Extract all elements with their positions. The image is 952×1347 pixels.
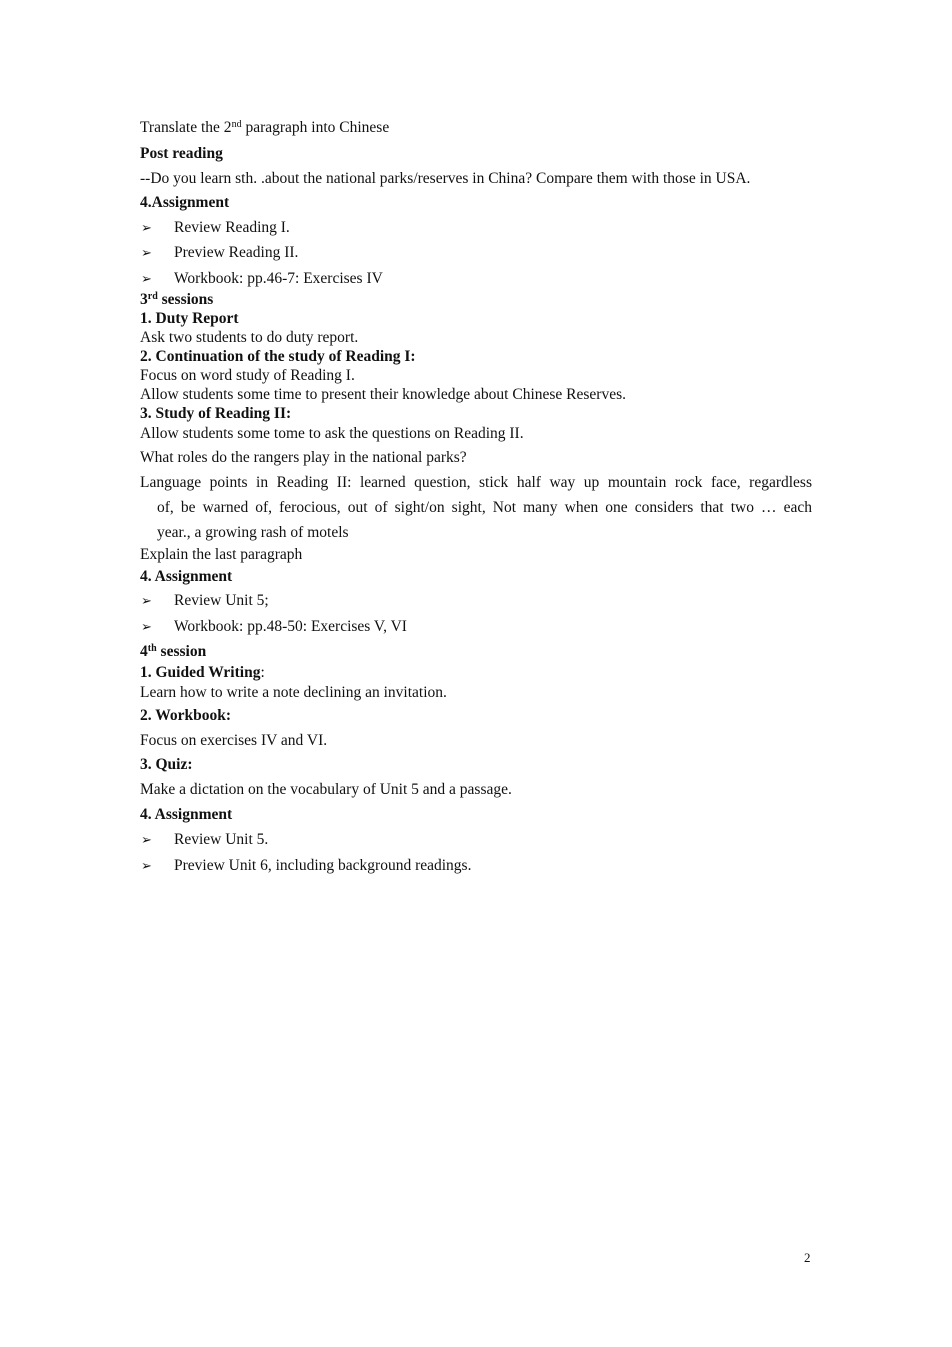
bullet-arrow-icon: ➢ <box>141 220 152 235</box>
session-4-heading: 4th session <box>140 643 207 660</box>
list-item: ➢ Workbook: pp.48-50: Exercises V, VI <box>141 618 407 635</box>
guided-writing-text: Learn how to write a note declining an invitation. <box>140 684 447 701</box>
bullet-arrow-icon: ➢ <box>141 593 152 608</box>
allow-present-text: Allow students some time to present their knowledge about Chinese Reserves. <box>140 386 627 403</box>
assignment-heading-2: 4. Assignment <box>140 568 233 585</box>
language-points-line-1: Language points in Reading II: learned question, stick half way up mountain rock face, regardless <box>140 474 812 491</box>
workbook-heading: 2. Workbook: <box>140 707 232 724</box>
duty-report-heading: 1. Duty Report <box>140 310 239 327</box>
rangers-question: What roles do the rangers play in the national parks? <box>140 449 467 466</box>
guided-writing-heading: 1. Guided Writing: <box>140 664 265 681</box>
page-number: 2 <box>804 1250 811 1265</box>
focus-word-study: Focus on word study of Reading I. <box>140 367 355 384</box>
bullet-arrow-icon: ➢ <box>141 832 152 847</box>
quiz-text: Make a dictation on the vocabulary of Unit 5 and a passage. <box>140 781 512 798</box>
bullet-arrow-icon: ➢ <box>141 245 152 260</box>
bullet-arrow-icon: ➢ <box>141 858 152 873</box>
quiz-heading: 3. Quiz: <box>140 756 193 773</box>
list-item: ➢ Review Unit 5; <box>141 592 269 609</box>
workbook-text: Focus on exercises IV and VI. <box>140 732 328 749</box>
study-reading-2-heading: 3. Study of Reading II: <box>140 405 292 422</box>
list-item: ➢ Preview Reading II. <box>141 244 299 261</box>
duty-report-text: Ask two students to do duty report. <box>140 329 359 346</box>
language-points-line-2: of, be warned of, ferocious, out of sight/on sight, Not many when one considers that two … each <box>157 499 812 516</box>
post-reading-heading: Post reading <box>140 145 223 162</box>
continuation-heading: 2. Continuation of the study of Reading I: <box>140 348 416 365</box>
post-reading-question: --Do you learn sth. .about the national parks/reserves in China? Compare them with those in USA. <box>140 170 751 187</box>
assignment-heading-1: 4.Assignment <box>140 194 230 211</box>
translate-instruction: Translate the 2nd paragraph into Chinese <box>140 119 390 136</box>
list-item: ➢ Review Reading I. <box>141 219 290 236</box>
session-3-heading: 3rd sessions <box>140 291 214 308</box>
bullet-arrow-icon: ➢ <box>141 271 152 286</box>
language-points-line-3: year., a growing rash of motels <box>157 524 349 541</box>
bullet-arrow-icon: ➢ <box>141 619 152 634</box>
list-item: ➢ Preview Unit 6, including background readings. <box>141 857 472 874</box>
list-item: ➢ Workbook: pp.46-7: Exercises IV <box>141 270 383 287</box>
list-item: ➢ Review Unit 5. <box>141 831 269 848</box>
allow-questions-text: Allow students some tome to ask the questions on Reading II. <box>140 425 524 442</box>
assignment-heading-3: 4. Assignment <box>140 806 233 823</box>
explain-last-paragraph: Explain the last paragraph <box>140 546 303 563</box>
